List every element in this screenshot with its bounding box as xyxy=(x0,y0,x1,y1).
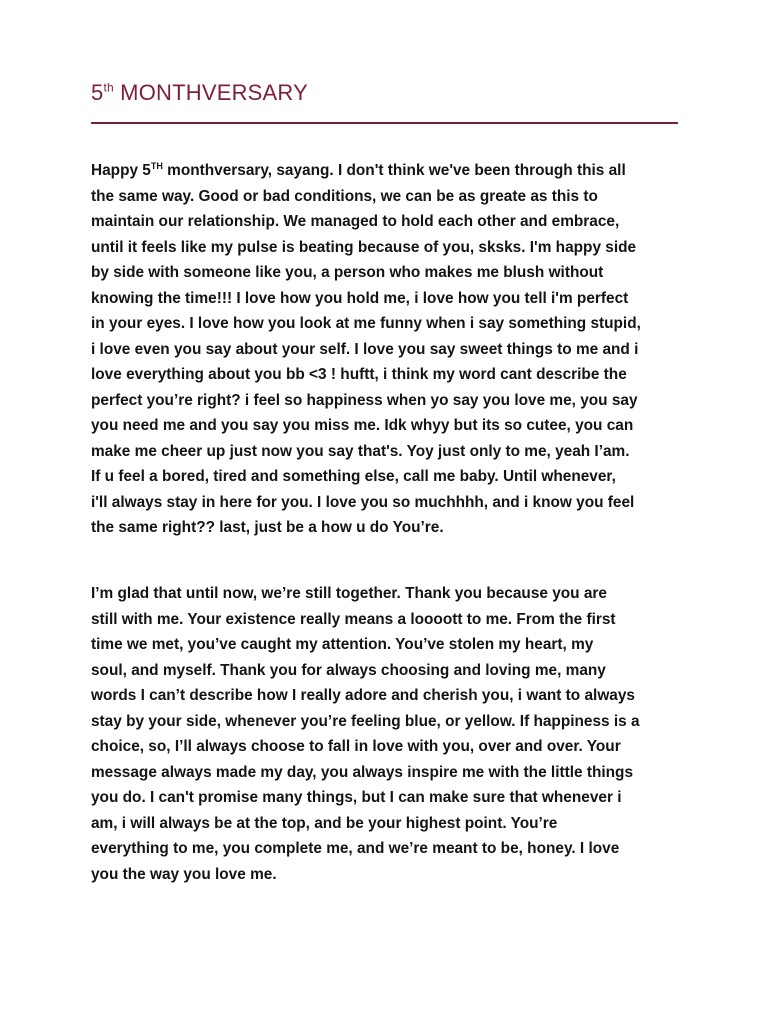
paragraph-1-line: monthversary, sayang. I don't think we've been through this all xyxy=(162,162,626,179)
paragraph-1 xyxy=(91,158,683,541)
paragraph-1-line: in your eyes. I love how you look at me funny when i say something stupid, xyxy=(91,315,641,332)
paragraph-2-line: am, i will always be at the top, and be your highest point. You’re xyxy=(91,814,558,832)
title-ordinal-suffix: th xyxy=(103,80,114,95)
paragraph-1-line: i love even you say about your self. I love you say sweet things to me and i xyxy=(91,340,639,358)
paragraph-2-line: still with me. Your existence really means a loooott to me. From the first xyxy=(91,610,616,628)
paragraph-1-line: If u feel a bored, tired and something else, call me baby. Until whenever, xyxy=(91,468,616,485)
page-title xyxy=(91,78,308,108)
title-divider xyxy=(91,122,678,124)
paragraph-1-line: love everything about you bb <3 ! huftt, i think my word cant describe the xyxy=(91,366,627,383)
paragraph-1-line: the same right?? last, just be a how u do You’re. xyxy=(91,519,444,536)
paragraph-2-line: I’m glad that until now, we’re still together. Thank you because you are xyxy=(91,585,607,602)
paragraph-1-line: knowing the time!!! I love how you hold me, i love how you tell i'm perfect xyxy=(91,289,629,307)
paragraph-2-line: you the way you love me. xyxy=(91,865,277,883)
paragraph-2-line: words I can’t describe how I really adore and cherish you, i want to always xyxy=(91,687,635,704)
paragraph-1-line: the same way. Good or bad conditions, we can be as greate as this to xyxy=(91,187,598,205)
paragraph-1-line: make me cheer up just now you say that's. Yoy just only to me, yeah I’am. xyxy=(91,442,630,460)
paragraph-2 xyxy=(91,581,683,887)
paragraph-1-line: you need me and you say you miss me. Idk whyy but its so cutee, you can xyxy=(91,417,634,434)
paragraph-1-lead: Happy 5 xyxy=(91,162,151,179)
paragraph-2-line: choice, so, I’ll always choose to fall in love with you, over and over. Your xyxy=(91,738,621,755)
paragraph-2-line: soul, and myself. Thank you for always choosing and loving me, many xyxy=(91,661,606,679)
title-number: 5 xyxy=(91,80,104,105)
paragraph-1-line: maintain our relationship. We managed to hold each other and embrace, xyxy=(91,213,620,230)
paragraph-2-line: time we met, you’ve caught my attention. You’ve stolen my heart, my xyxy=(91,636,594,653)
paragraph-1-line: i'll always stay in here for you. I love you so muchhhh, and i know you feel xyxy=(91,493,635,511)
paragraph-1-line: perfect you’re right? i feel so happiness when yo say you love me, you say xyxy=(91,391,638,409)
paragraph-2-line: stay by your side, whenever you’re feeling blue, or yellow. If happiness is a xyxy=(91,712,640,730)
title-text: MONTHVERSARY xyxy=(120,80,308,105)
paragraph-2-line: message always made my day, you always inspire me with the little things xyxy=(91,763,634,781)
paragraph-1-line: until it feels like my pulse is beating because of you, sksks. I'm happy side xyxy=(91,238,637,256)
paragraph-1-line: by side with someone like you, a person who makes me blush without xyxy=(91,264,604,281)
paragraph-1-lead-superscript: TH xyxy=(150,160,163,171)
paragraph-2-line: everything to me, you complete me, and we’re meant to be, honey. I love xyxy=(91,840,620,857)
paragraph-2-line: you do. I can't promise many things, but I can make sure that whenever i xyxy=(91,789,622,806)
